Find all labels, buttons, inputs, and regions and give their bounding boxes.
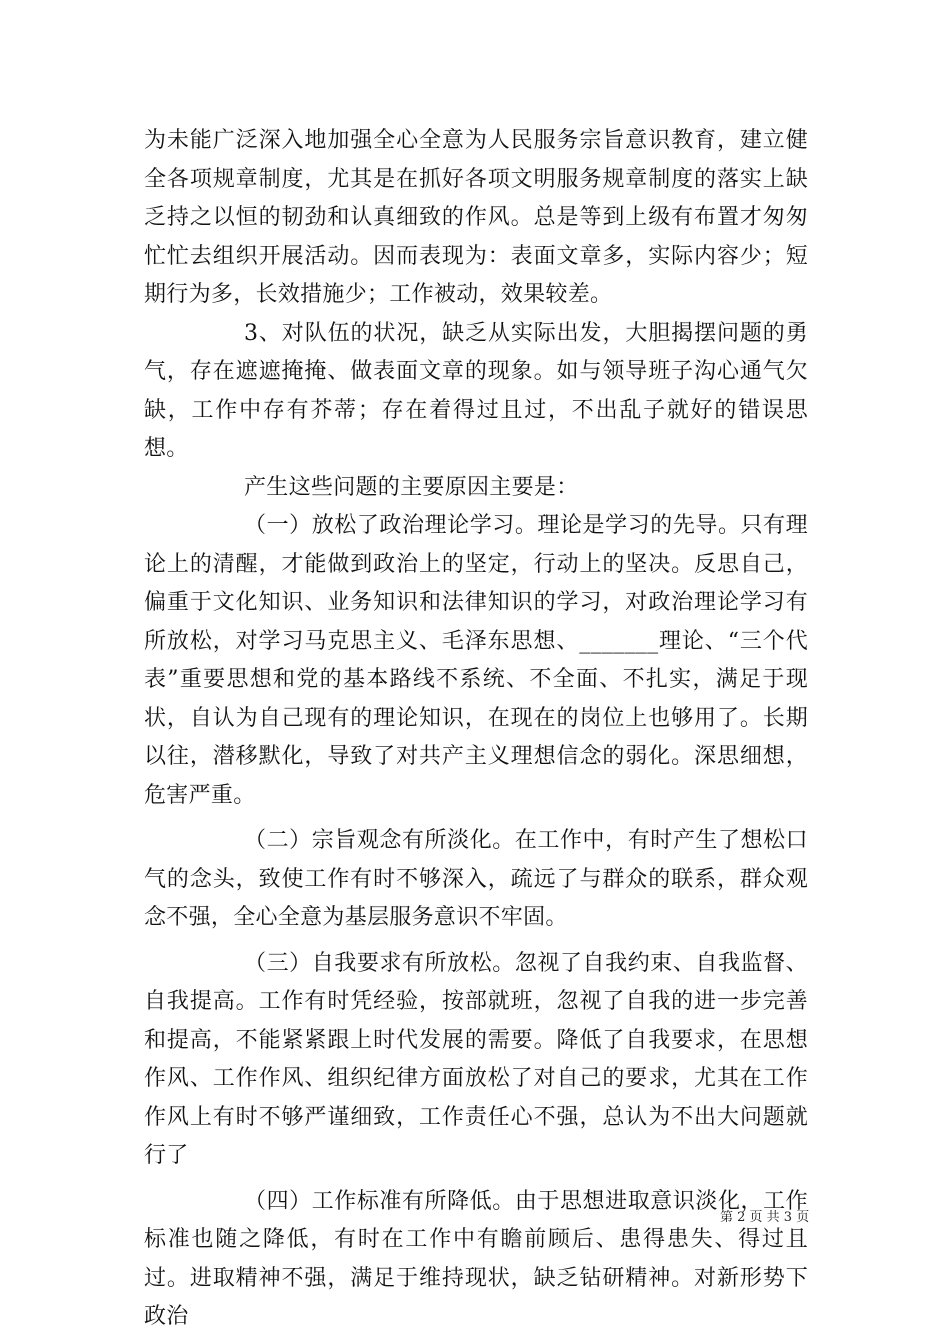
document-body <box>144 122 808 1337</box>
paragraph-causes-intro: 产生这些问题的主要原因主要是： <box>244 474 579 500</box>
paragraph-cause-4: （四）工作标准有所降低。由于思想进取意识淡化，工作标准也随之降低，有时在工作中有瞻前顾后、患得患失、得过且过。进取精神不强，满足于维持现状，缺乏钻研精神。对新形势下政治 <box>144 1188 808 1329</box>
paragraph-cause-2: （二）宗旨观念有所淡化。在工作中，有时产生了想松口气的念头，致使工作有时不够深入，疏远了与群众的联系，群众观念不强，全心全意为基层服务意识不牢固。 <box>144 828 808 930</box>
paragraph-item-3: 3、对队伍的状况，缺乏从实际出发，大胆揭摆问题的勇气，存在遮遮掩掩、做表面文章的现象。如与领导班子沟心通气欠缺，工作中存有芥蒂；存在着得过且过，不出乱子就好的错误思想。 <box>144 320 808 461</box>
page-number: 第 2 页 共 3 页 <box>720 1210 810 1225</box>
paragraph-continuation: 为未能广泛深入地加强全心全意为人民服务宗旨意识教育，建立健全各项规章制度，尤其是在抓好各项文明服务规章制度的落实上缺乏持之以恒的韧劲和认真细致的作风。总是等到上级有布置才匆匆忙忙去组织开展活动。因而表现为：表面文章多，实际内容少；短期行为多，长效措施少；工作被动，效果较差。 <box>144 128 808 307</box>
paragraph-cause-1: （一）放松了政治理论学习。理论是学习的先导。只有理论上的清醒，才能做到政治上的坚定，行动上的坚决。反思自己，偏重于文化知识、业务知识和法律知识的学习，对政治理论学习有所放松，对学习马克思主义、毛泽东思想、_______理论、“三个代表”重要思想和党的基本路线不系统、不全面、不扎实，满足于现状，自认为自己现有的理论知识，在现在的岗位上也够用了。长期以往，潜移默化，导致了对共产主义理想信念的弱化。深思细想，危害严重。 <box>144 513 808 808</box>
paragraph-cause-3: （三）自我要求有所放松。忽视了自我约束、自我监督、自我提高。工作有时凭经验，按部就班，忽视了自我的进一步完善和提高，不能紧紧跟上时代发展的需要。降低了自我要求，在思想作风、工作作风、组织纪律方面放松了对自己的要求，尤其在工作作风上有时不够严谨细致，工作责任心不强，总认为不出大问题就行了 <box>144 950 808 1168</box>
